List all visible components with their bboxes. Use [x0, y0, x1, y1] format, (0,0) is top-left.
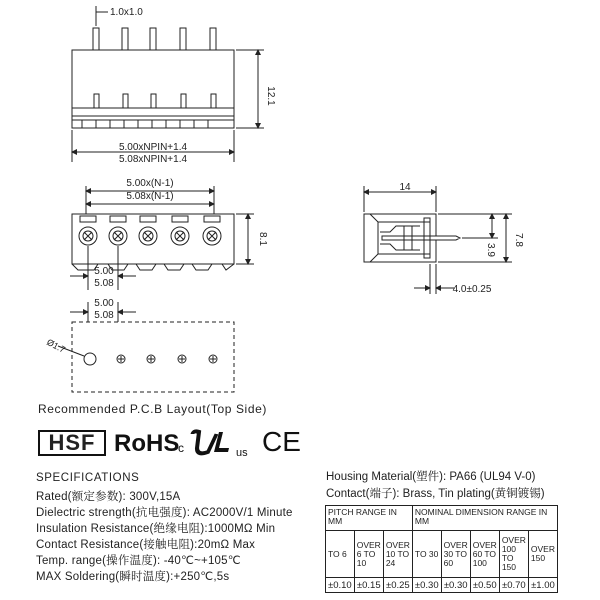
- pitch-range-header: PITCH RANGE IN MM: [326, 506, 413, 531]
- housing-material: Housing Material(塑件): PA66 (UL94 V-0): [326, 471, 536, 483]
- spec-rated: Rated(额定参数): 300V,15A: [36, 491, 181, 503]
- nominal-range-cell: OVER 150: [528, 531, 557, 578]
- pitch-range-cell: TO 6: [326, 531, 355, 578]
- pin-size-label: 1.0x1.0: [110, 7, 143, 18]
- ce-logo: CE: [262, 426, 301, 457]
- hole-diameter-label: Ø1.7: [45, 336, 67, 355]
- nominal-tolerance-cell: ±0.70: [499, 578, 528, 593]
- dim-4-label: 4.0±0.25: [452, 284, 492, 295]
- dim-78-label: 7.8: [513, 233, 524, 247]
- nominal-tolerance-cell: ±0.30: [412, 578, 441, 593]
- contact-material: Contact(端子): Brass, Tin plating(黄铜镀锡): [326, 488, 545, 500]
- spec-dielectric: Dielectric strength(抗电强度): AC2000V/1 Minute: [36, 507, 293, 519]
- nominal-tolerance-cell: ±1.00: [528, 578, 557, 593]
- spec-contact-resistance: Contact Resistance(接触电阻):20mΩ Max: [36, 539, 256, 551]
- length-label-1: 5.00xNPIN+1.4: [118, 142, 188, 153]
- pitch-tolerance-cell: ±0.15: [354, 578, 383, 593]
- pitch-n1-label-b: 5.08x(N-1): [126, 191, 174, 202]
- pcb-pitch-label-a: 5.00: [94, 298, 114, 309]
- svg-text:c: c: [178, 441, 184, 455]
- spec-max-soldering: MAX Soldering(瞬时温度):+250℃,5s: [36, 571, 230, 583]
- side-view: [364, 186, 512, 294]
- specifications-title: SPECIFICATIONS: [36, 472, 140, 484]
- hsf-logo: HSF: [38, 430, 106, 456]
- pitch-label-b: 5.08: [94, 278, 114, 289]
- nominal-tolerance-cell: ±0.50: [470, 578, 499, 593]
- pitch-range-cell: OVER 10 TO 24: [383, 531, 412, 578]
- spec-temp-range: Temp. range(操作温度): -40℃~+105℃: [36, 555, 241, 567]
- pcb-pitch-label-b: 5.08: [94, 310, 114, 321]
- rohs-logo: RoHS: [114, 430, 180, 457]
- height-side-label: 12.1: [265, 86, 276, 106]
- pitch-range-cell: OVER 6 TO 10: [354, 531, 383, 578]
- tolerance-table: [325, 505, 558, 593]
- ul-recognized-logo: [176, 428, 256, 460]
- pcb-layout-caption: Recommended P.C.B Layout(Top Side): [38, 402, 267, 416]
- nominal-range-header: NOMINAL DIMENSION RANGE IN MM: [412, 506, 557, 531]
- ul-us-text: us: [236, 447, 248, 459]
- pitch-tolerance-cell: ±0.25: [383, 578, 412, 593]
- nominal-range-cell: TO 30: [412, 531, 441, 578]
- pitch-tolerance-cell: ±0.10: [326, 578, 355, 593]
- spec-insulation: Insulation Resistance(绝缘电阻):1000MΩ Min: [36, 523, 276, 535]
- nominal-range-cell: OVER 30 TO 60: [441, 531, 470, 578]
- pcb-layout: [58, 302, 234, 392]
- nominal-range-cell: OVER 60 TO 100: [470, 531, 499, 578]
- pitch-n1-label-a: 5.00x(N-1): [126, 178, 174, 189]
- pins-top: [93, 28, 216, 50]
- depth-label: 14: [399, 182, 411, 193]
- dim-39-label: 3.9: [485, 243, 496, 257]
- screw-terminals: [79, 227, 221, 245]
- length-label-2: 5.08xNPIN+1.4: [118, 154, 188, 165]
- top-view: [72, 6, 264, 162]
- height-front-label: 8.1: [257, 232, 268, 246]
- nominal-range-cell: OVER 100 TO 150: [499, 531, 528, 578]
- pitch-label-a: 5.00: [94, 266, 114, 277]
- nominal-tolerance-cell: ±0.30: [441, 578, 470, 593]
